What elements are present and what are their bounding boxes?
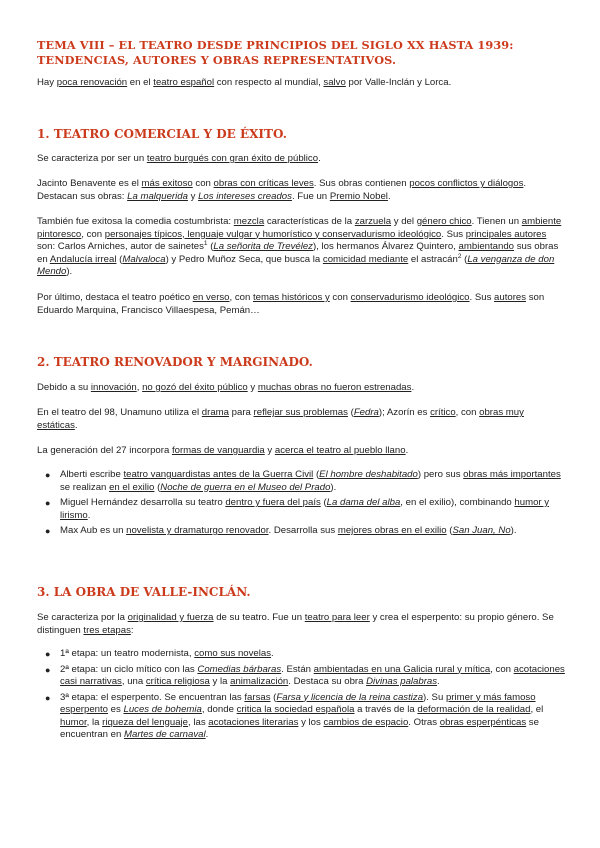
list-item: ● 3ª etapa: el esperpento. Se encuentran las farsas (Farsa y licencia de la reina castiza). Su primer y más famoso esperpento es Luces de bohemia, donde critica la sociedad española a través de la deformación de la realidad, el humor, la riqueza del lenguaje, las acotaciones literarias y los cambios de espacio. Otras obras esperpénticas se encuentran en Martes de carnaval. [45, 691, 544, 740]
section2-paragraph-1: Debido a su innovación, no gozó del éxito público y muchas obras no fueron estrenadas. [37, 382, 415, 393]
section2-bullet-list [37, 469, 567, 541]
section3-bullet-list [37, 648, 567, 745]
page-title: TEMA VIII – EL TEATRO DESDE PRINCIPIOS DEL SIGLO XX HASTA 1939: TENDENCIAS, AUTORES Y OBRAS REPRESENTATIVOS. [37, 38, 514, 67]
intro-paragraph: Hay poca renovación en el teatro español con respecto al mundial, salvo por Valle-Inclán y Lorca. [37, 77, 452, 88]
section1-paragraph-1: Se caracteriza por ser un teatro burgués con gran éxito de público. [37, 153, 321, 164]
section3-paragraph-1: Se caracteriza por la originalidad y fuerza de su teatro. Fue un teatro para leer y crea el esperpento: su propio género. Se distinguen tres etapas: [37, 612, 554, 636]
list-item: ● Alberti escribe teatro vanguardistas antes de la Guerra Civil (El hombre deshabitado) pero sus obras más importantes se realizan en el exilio (Noche de guerra en el Museo del Prado). [45, 469, 561, 493]
section-heading-1: 1. TEATRO COMERCIAL Y DE ÉXITO. [37, 127, 287, 141]
list-item: ● Miguel Hernández desarrolla su teatro dentro y fuera del país (La dama del alba, en el exilio), combinando humor y lirismo. [45, 497, 550, 521]
section1-paragraph-4: Por último, destaca el teatro poético en verso, con temas históricos y con conservadurismo ideológico. Sus autores son Eduardo Marquina, Francisco Villaespesa, Pemán… [37, 292, 545, 316]
section1-paragraph-2: Jacinto Benavente es el más exitoso con obras con críticas leves. Sus obras contienen pocos conflictos y diálogos. Destacan sus obras: La malquerida y Los intereses creados. Fue un Premio Nobel. [37, 178, 527, 202]
section2-paragraph-2: En el teatro del 98, Unamuno utiliza el drama para reflejar sus problemas (Fedra); Azorín es crítico, con obras muy estáticas. [37, 407, 524, 431]
list-item: ● 2ª etapa: un ciclo mítico con las Comedias bárbaras. Están ambientadas en una Galicia rural y mítica, con acotaciones casi narrativas, una crítica religiosa y la animalización. Destaca su obra Divinas palabras. [45, 663, 565, 687]
section2-paragraph-3: La generación del 27 incorpora formas de vanguardia y acerca el teatro al pueblo llano. [37, 445, 409, 456]
section1-paragraph-3: También fue exitosa la comedia costumbrista: mezcla características de la zarzuela y del género chico. Tienen un ambiente pintoresco, con personajes típicos, lenguaje vulgar y humorístico y conservadurismo ideológico. Sus principales autores son: Carlos Arniches, autor de sainetes$^1$ (La señorita de Trevélez), los hermanos Álvarez Quintero, ambientando sus obras en Andalucía irreal (Malvaloca) y Pedro Muñoz Seca, que busca la comicidad mediante el astracán$^2$ (La venganza de don Mendo). [37, 216, 562, 277]
section-heading-2: 2. TEATRO RENOVADOR Y MARGINADO. [37, 355, 313, 369]
list-item: ● 1ª etapa: un teatro modernista, como sus novelas. [45, 648, 274, 659]
list-item: ● Max Aub es un novelista y dramaturgo renovador. Desarrolla sus mejores obras en el exilio (San Juan, No). [45, 525, 517, 536]
section-heading-3: 3. LA OBRA DE VALLE-INCLÁN. [37, 585, 251, 599]
